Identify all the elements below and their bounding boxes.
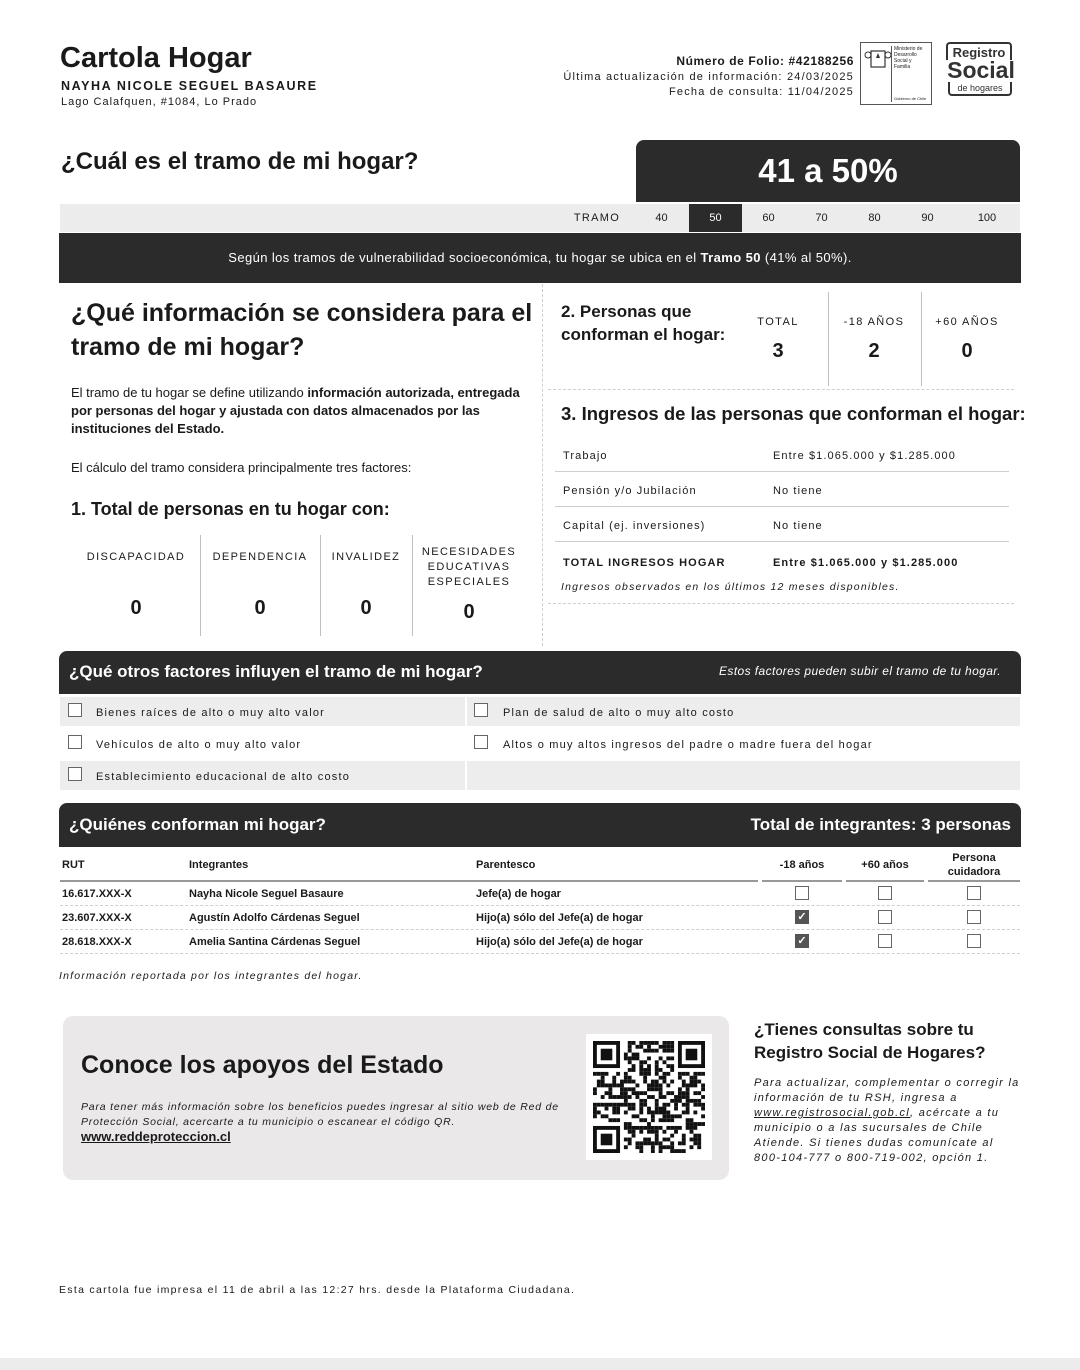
special-needs-cell — [418, 535, 520, 636]
checkbox[interactable] — [68, 767, 82, 781]
over60-label: +60 AÑOS — [935, 316, 999, 328]
checkbox-over60[interactable] — [878, 886, 892, 900]
col-parentesco: Parentesco — [476, 859, 536, 871]
income-label: Pensión y/o Jubilación — [563, 485, 697, 497]
cell-relation: Jefe(a) de hogar — [476, 888, 561, 900]
special-needs-label: NECESIDADES EDUCATIVAS ESPECIALES — [421, 546, 517, 588]
invalidity-label: INVALIDEZ — [331, 551, 401, 563]
bottom-strip — [0, 1358, 1080, 1370]
ministry-line-2: Desarrollo — [894, 52, 917, 58]
apoyos-box — [63, 1016, 729, 1180]
factor-row — [467, 729, 1020, 758]
factors-note: Estos factores pueden subir el tramo de tu hogar. — [719, 664, 1001, 678]
info-p1-lead: El tramo de tu hogar se define utilizando — [71, 385, 308, 400]
ingresos-note: Ingresos observados en los últimos 12 meses disponibles. — [561, 581, 900, 593]
cell-rut: 28.618.XXX-X — [62, 936, 132, 948]
cell-rut: 23.607.XXX-X — [62, 912, 132, 924]
invalidity-cell — [324, 535, 408, 636]
tramo-value-box — [636, 140, 1020, 202]
income-row-trabajo — [555, 437, 1009, 472]
consultas-text — [754, 1076, 1024, 1166]
tramo-scale-90: 90 — [921, 212, 934, 224]
household-head-name: NAYHA NICOLE SEGUEL BASAURE — [61, 79, 318, 93]
rsh-logo-top: Registro — [946, 42, 1012, 60]
income-label: Capital (ej. inversiones) — [563, 520, 706, 532]
col-under18: -18 años — [779, 859, 825, 871]
rsh-logo-mid: Social — [947, 57, 1015, 83]
cell-relation: Hijo(a) sólo del Jefe(a) de hogar — [476, 912, 643, 924]
banner-range: (41% al 50%). — [760, 250, 852, 265]
checkbox-under18[interactable]: ✓ — [795, 934, 809, 948]
col-over60: +60 años — [861, 859, 909, 871]
factor-row — [467, 697, 1020, 726]
tramo-value: 41 a 50% — [758, 152, 898, 189]
factor-label: Altos o muy altos ingresos del padre o madre fuera del hogar — [503, 739, 873, 751]
tramo-scale-50: 50 — [689, 204, 742, 232]
total-persons-value: 3 — [772, 340, 784, 362]
factor-label: Plan de salud de alto o muy alto costo — [503, 707, 735, 719]
apoyos-title: Conoce los apoyos del Estado — [81, 1051, 444, 1079]
factor-row — [60, 697, 465, 726]
checkbox[interactable] — [474, 703, 488, 717]
members-header — [59, 803, 1021, 847]
consultas-text-lead: Para actualizar, complementar o corregir la información de tu RSH, ingresa a — [754, 1077, 1020, 1104]
consultas-title: ¿Tienes consultas sobre tu Registro Social de Hogares? — [754, 1020, 986, 1062]
checkbox[interactable] — [68, 735, 82, 749]
income-row-total — [555, 544, 1009, 579]
checkbox-carer[interactable] — [967, 934, 981, 948]
ministry-line-4: Familia — [894, 64, 911, 70]
total-persons-label: TOTAL — [757, 316, 799, 328]
cell-relation: Hijo(a) sólo del Jefe(a) de hogar — [476, 936, 643, 948]
qr-code-icon — [593, 1041, 705, 1153]
consultas-text-tail: , acércate a tu municipio o a las sucursales de Chile Atiende. Si tienes dudas comunícate al 800-104-777 o 800-719-002, opción 1. — [754, 1107, 1000, 1164]
persons-heading: 2. Personas que conforman el hogar: — [561, 302, 726, 344]
info-p1-bold: información autorizada, entregada por personas del hogar y ajustada con datos almacenados por las instituciones del Estado. — [71, 385, 520, 436]
divider — [828, 292, 829, 386]
document-title: Cartola Hogar — [60, 42, 252, 74]
income-value: No tiene — [773, 485, 823, 497]
col-rut: RUT — [62, 859, 85, 871]
tramo-scale-60: 60 — [762, 212, 775, 224]
info-paragraph-2: El cálculo del tramo considera principalmente tres factores: — [71, 460, 412, 475]
checkbox[interactable] — [68, 703, 82, 717]
tramo-scale — [60, 204, 1020, 232]
col-carer: Persona cuidadora — [947, 852, 1001, 878]
checkbox-carer[interactable] — [967, 886, 981, 900]
factors-title: ¿Qué otros factores influyen el tramo de mi hogar? — [69, 662, 483, 681]
tramo-scale-label: TRAMO — [573, 212, 621, 224]
income-row-capital — [555, 507, 1009, 542]
table-row — [60, 906, 1020, 930]
income-value: Entre $1.065.000 y $1.285.000 — [773, 450, 956, 462]
special-needs-value: 0 — [463, 601, 475, 623]
dependency-cell — [204, 535, 316, 636]
dashed-divider — [548, 603, 1014, 604]
disability-cell — [76, 535, 196, 636]
factor1-heading: 1. Total de personas en tu hogar con: — [71, 499, 390, 519]
ingresos-heading: 3. Ingresos de las personas que conforman el hogar: — [561, 403, 1026, 424]
factor-label: Vehículos de alto o muy alto valor — [96, 739, 302, 751]
tramo-question: ¿Cuál es el tramo de mi hogar? — [61, 148, 419, 175]
divider — [200, 535, 201, 636]
coat-of-arms-icon — [863, 45, 893, 73]
divider — [320, 535, 321, 636]
dashed-divider — [548, 389, 1014, 390]
checkbox-carer[interactable] — [967, 910, 981, 924]
divider — [921, 292, 922, 386]
income-value: No tiene — [773, 520, 823, 532]
under18-value: 2 — [868, 340, 880, 362]
info-heading: ¿Qué información se considera para el tramo de mi hogar? — [71, 299, 533, 361]
dependency-value: 0 — [254, 597, 266, 619]
address: Lago Calafquen, #1084, Lo Prado — [61, 96, 258, 108]
tramo-scale-80: 80 — [868, 212, 881, 224]
members-note: Información reportada por los integrantes del hogar. — [59, 970, 363, 982]
registrosocial-link[interactable]: www.registrosocial.gob.cl — [754, 1107, 910, 1119]
banner-tramo: Tramo 50 — [700, 250, 761, 265]
cell-name: Agustín Adolfo Cárdenas Seguel — [189, 912, 360, 924]
income-row-pension — [555, 472, 1009, 507]
factor-row — [60, 761, 465, 790]
consult-date: Fecha de consulta: 11/04/2025 — [668, 86, 854, 98]
reddeproteccion-link[interactable]: www.reddeproteccion.cl — [81, 1129, 231, 1144]
gobierno-label: Gobierno de Chile — [894, 96, 927, 101]
cell-name: Amelia Santina Cárdenas Seguel — [189, 936, 361, 948]
cell-rut: 16.617.XXX-X — [62, 888, 132, 900]
checkbox-under18[interactable] — [795, 886, 809, 900]
factor-row — [60, 729, 465, 758]
members-total: Total de integrantes: 3 personas — [750, 815, 1011, 834]
ministry-logo — [860, 42, 932, 105]
factor-row-empty — [467, 761, 1020, 790]
divider — [412, 535, 413, 636]
over60-value: 0 — [961, 340, 973, 362]
footer-print-note: Esta cartola fue impresa el 11 de abril a las 12:27 hrs. desde la Plataforma Ciudadana. — [59, 1284, 576, 1296]
col-integrantes: Integrantes — [189, 859, 249, 871]
tramo-scale-40: 40 — [655, 212, 668, 224]
cell-name: Nayha Nicole Seguel Basaure — [189, 888, 344, 900]
table-row — [60, 882, 1020, 906]
checkbox[interactable] — [474, 735, 488, 749]
disability-label: DISCAPACIDAD — [86, 551, 186, 563]
info-paragraph-1 — [71, 384, 521, 438]
tramo-scale-70: 70 — [815, 212, 828, 224]
dependency-label: DEPENDENCIA — [212, 551, 308, 563]
checkbox-under18[interactable]: ✓ — [795, 910, 809, 924]
registro-social-logo — [938, 40, 1024, 110]
column-divider — [542, 284, 543, 646]
banner-text: Según los tramos de vulnerabilidad socioeconómica, tu hogar se ubica en el — [228, 250, 701, 265]
disability-value: 0 — [130, 597, 142, 619]
factor-label: Establecimiento educacional de alto costo — [96, 771, 351, 783]
last-update: Última actualización de información: 24/03/2025 — [563, 71, 854, 83]
checkbox-over60[interactable] — [878, 910, 892, 924]
checkbox-over60[interactable] — [878, 934, 892, 948]
under18-label: -18 AÑOS — [843, 316, 905, 328]
table-row — [60, 930, 1020, 954]
tramo-scale-100: 100 — [977, 212, 997, 224]
ministry-line-1: Ministerio de — [894, 46, 923, 52]
factors-header — [59, 651, 1021, 694]
factor-label: Bienes raíces de alto o muy alto valor — [96, 707, 326, 719]
rsh-logo-bottom: de hogares — [948, 82, 1012, 96]
income-total-value: Entre $1.065.000 y $1.285.000 — [773, 557, 959, 569]
income-total-label: TOTAL INGRESOS HOGAR — [563, 557, 726, 569]
invalidity-value: 0 — [360, 597, 372, 619]
apoyos-text: Para tener más información sobre los beneficios puedes ingresar al sitio web de Red de Protección Social, acercarte a tu municipio o escanear el código QR. — [81, 1101, 559, 1128]
members-title: ¿Quiénes conforman mi hogar? — [69, 815, 326, 834]
ministry-line-3: Social y — [894, 58, 912, 64]
tramo-explanation-banner — [59, 233, 1021, 283]
qr-code[interactable] — [586, 1034, 712, 1160]
income-label: Trabajo — [563, 450, 608, 462]
folio-number: Número de Folio: #42188256 — [676, 54, 854, 68]
